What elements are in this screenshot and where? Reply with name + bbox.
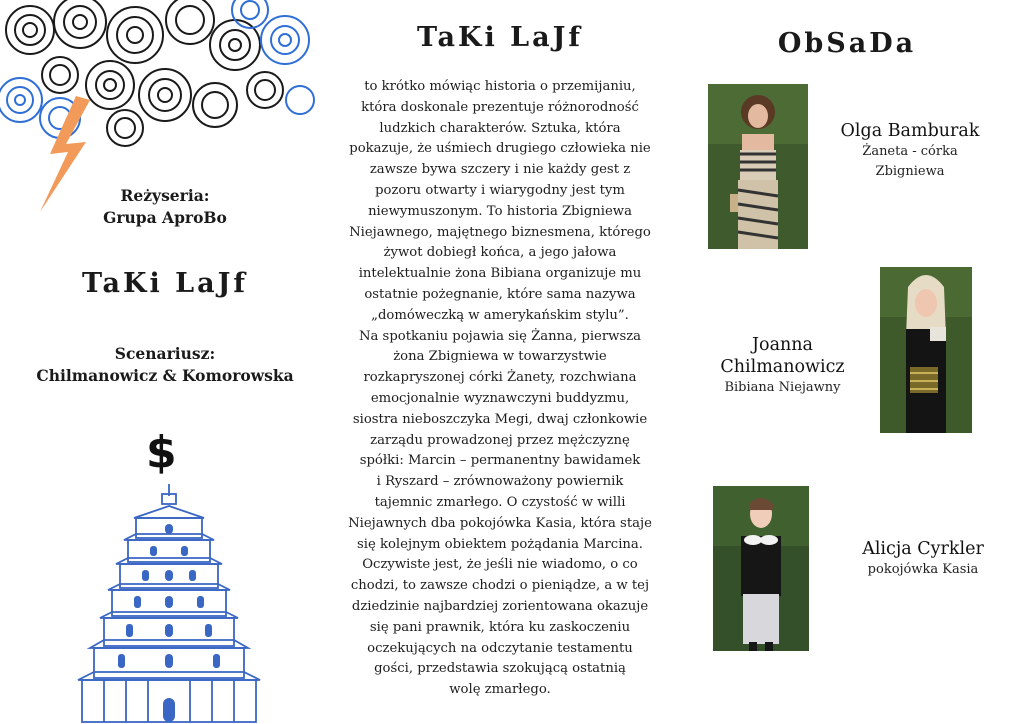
story-line: siostra nieboszczyka Megi, dwaj członkowie (352, 411, 648, 427)
story-line: to krótko mówiąc historia o przemijaniu, (364, 79, 636, 94)
cast-member-1 (830, 120, 990, 182)
story-line: wolę zmarłego. (449, 682, 551, 698)
story-line: spółki: Marcin – permanentny bawidamek (359, 453, 641, 469)
cast-name: Olga Bamburak (840, 121, 980, 141)
story-line: gości, przedstawia szokującą ostatnią (374, 661, 626, 677)
story-line: pokazuje, że uśmiech drugiego człowieka nie (349, 141, 651, 157)
cast-role-line: Żaneta - córka (862, 144, 958, 159)
middle-play-title: TaKi LaJf (417, 22, 583, 53)
director-name: Grupa AproBo (103, 208, 227, 227)
story-line: która doskonale prezentuje różnorodność (361, 99, 639, 115)
dollar-icon: $ (146, 427, 177, 478)
story-line: żona Zbigniewa w towarzystwie (393, 349, 607, 365)
cast-photo-joanna (880, 267, 972, 433)
story-line: rozkapryszonej córki Żanety, rozchwiana (363, 370, 637, 386)
cast-member-3 (838, 538, 1008, 580)
script-block (0, 343, 330, 387)
story-line: Niejawnego, majętnego biznesmena, którego (349, 224, 651, 240)
story-line: intelektualnie żona Bibiana organizuje mu (358, 266, 642, 282)
story-line: „domóweczką w amerykańskim stylu”. (371, 307, 629, 323)
director-block (0, 185, 330, 229)
middle-panel (330, 0, 670, 724)
story-line: żywot dobiegł końca, a jego jałowa (383, 245, 617, 261)
cast-role-line: pokojówka Kasia (867, 562, 979, 577)
left-play-title: TaKi LaJf (82, 268, 248, 299)
story-line: Na spotkaniu pojawia się Żanna, pierwsza (358, 328, 642, 344)
cast-role-line: Bibiana Niejawny (724, 380, 841, 395)
cast-photo-olga (708, 84, 808, 249)
cast-photo-alicja (713, 486, 809, 651)
story-line: się kolejnym obiektem pożądania Marcina. (357, 536, 643, 552)
cast-name: Alicja Cyrkler (862, 539, 984, 559)
story-line: zarządu prowadzonej przez mężczyznę (370, 432, 630, 448)
story-line: tajemnic zmarłego. O czystość w willi (374, 494, 626, 510)
story-line: niewymuszonym. To historia Zbigniewa (368, 203, 632, 219)
story-line: dziedzinie najbardziej zorientowana okazuje (351, 598, 649, 614)
story-line: Niejawnych dba pokojówka Kasia, która staje (348, 515, 652, 531)
cast-name-line: Chilmanowicz (720, 357, 845, 377)
cast-panel (670, 0, 1024, 724)
director-label: Reżyseria: (120, 186, 210, 205)
left-panel (0, 0, 330, 724)
story-line: chodzi, to zawsze chodzi o pieniądze, a w tej (350, 578, 650, 594)
cast-role-line: Zbigniewa (875, 164, 945, 179)
story-line: emocjonalnie wyznawczyni buddyzmu, (370, 390, 630, 406)
cast-member-2 (680, 334, 885, 398)
story-line: Oczywiste jest, że jeśli nie wiadomo, o co (362, 557, 638, 573)
script-label: Scenariusz: (114, 344, 216, 363)
story-line: ostatnie pożegnanie, które sama nazywa (364, 286, 636, 302)
story-text (338, 77, 662, 701)
cast-title: ObSaDa (777, 28, 917, 59)
story-line: ludzkich charakterów. Sztuka, która (379, 120, 621, 136)
story-line: pozoru otwarty i wiarygodny jest tym (375, 182, 625, 198)
cast-name-line: Joanna (752, 335, 813, 355)
story-line: zawsze bywa szczery i nie każdy gest z (369, 162, 631, 178)
story-line: oczekujących na odczytanie testamentu (367, 640, 633, 656)
story-line: i Ryszard – zrównoważony powiernik (376, 474, 624, 490)
story-line: się pani prawnik, która ku zaskoczeniu (369, 619, 631, 635)
script-authors: Chilmanowicz & Komorowska (36, 366, 294, 385)
pagoda-illustration (64, 484, 274, 724)
